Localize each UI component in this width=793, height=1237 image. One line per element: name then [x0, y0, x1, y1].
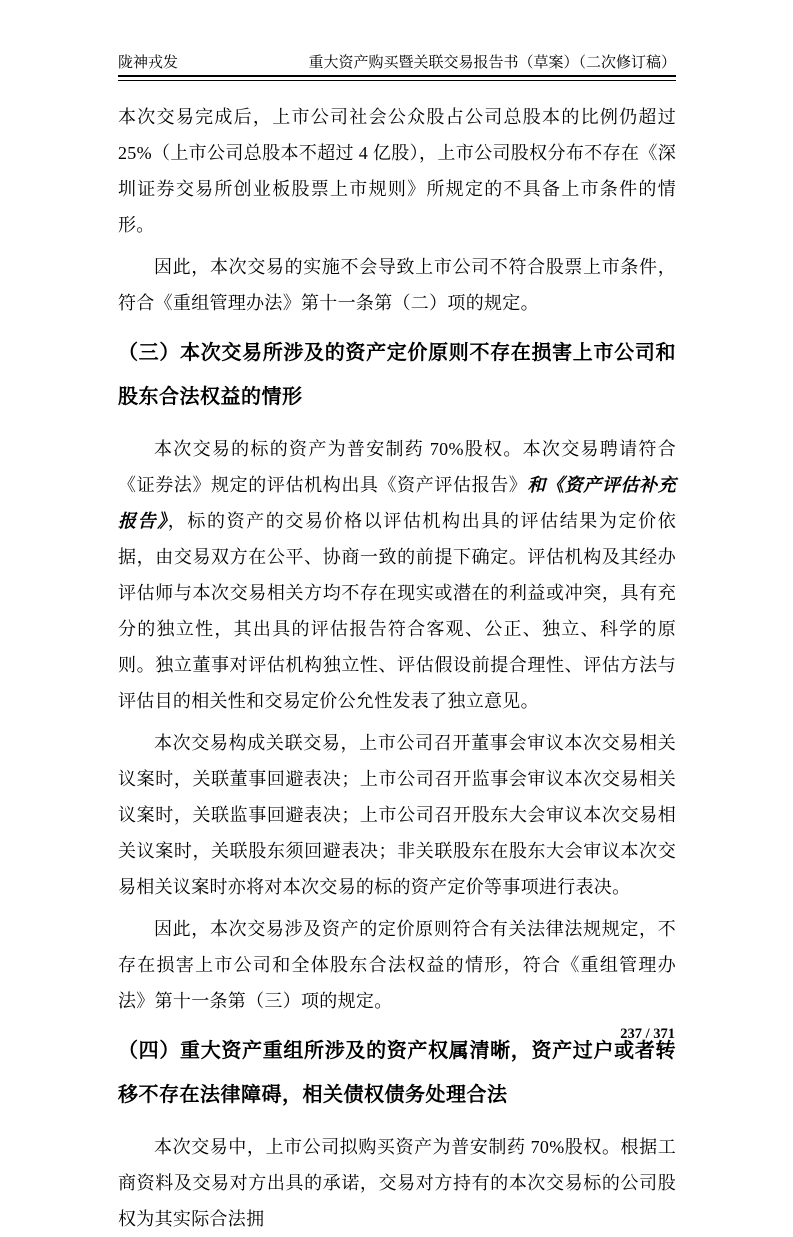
text-segment: （三）本次交易所涉及的资产定价原则不存在损害上市公司和股东合法权益的情形	[118, 342, 676, 408]
section-heading	[118, 331, 676, 419]
paragraph	[118, 1129, 676, 1237]
header-right-title: 重大资产购买暨关联交易报告书（草案）（二次修订稿）	[308, 55, 676, 71]
text-segment: 本次交易构成关联交易，上市公司召开董事会审议本次交易相关议案时，关联董事回避表决；上市公司召开监事会审议本次交易相关议案时，关联监事回避表决；上市公司召开股东大会审议本次交易相关议案时，关联股东须回避表决；非关联股东在股东大会审议本次交易相关议案时亦将对本次交易的标的资产定价等事项进行表决。	[118, 733, 676, 897]
text-segment: 本次交易的标的资产为普安制药 70%股权。本次交易聘请符合《证券法》规定的评估机构出具《资产评估报告》	[118, 439, 676, 495]
text-segment: ，标的资产的交易价格以评估机构出具的评估结果为定价依据，由交易双方在公平、协商一致的前提下确定。评估机构及其经办评估师与本次交易相关方均不存在现实或潜在的利益或冲突，具有充分的独立性，其出具的评估报告符合客观、公正、独立、科学的原则。独立董事对评估机构独立性、评估假设前提合理性、评估方法与评估目的相关性和交易定价公允性发表了独立意见。	[118, 511, 676, 711]
header-divider	[118, 75, 676, 81]
page-number: 237 / 371	[620, 1026, 675, 1042]
paragraph	[118, 99, 676, 243]
text-segment: 本次交易中，上市公司拟购买资产为普安制药 70%股权。根据工商资料及交易对方出具的承诺，交易对方持有的本次交易标的公司股权为其实际合法拥	[118, 1137, 676, 1229]
paragraph	[118, 431, 676, 719]
section-heading	[118, 1029, 676, 1117]
paragraph	[118, 725, 676, 905]
text-segment: 因此，本次交易涉及资产的定价原则符合有关法律法规规定，不存在损害上市公司和全体股东合法权益的情形，符合《重组管理办法》第十一条第（三）项的规定。	[118, 919, 676, 1011]
paragraph	[118, 911, 676, 1019]
emphasized-text: 和《资产评估补充报告》	[118, 475, 676, 531]
text-segment: 本次交易完成后，上市公司社会公众股占公司总股本的比例仍超过 25%（上市公司总股本不超过 4 亿股），上市公司股权分布不存在《深圳证券交易所创业板股票上市规则》所规定的不具备上市条件的情形。	[118, 107, 676, 235]
header-left-title: 陇神戎发	[118, 55, 179, 71]
page-header	[118, 53, 676, 73]
document-body	[118, 99, 676, 1237]
text-segment: （四）重大资产重组所涉及的资产权属清晰，资产过户或者转移不存在法律障碍，相关债权债务处理合法	[118, 1040, 676, 1106]
paragraph	[118, 249, 676, 321]
text-segment: 因此，本次交易的实施不会导致上市公司不符合股票上市条件，符合《重组管理办法》第十一条第（二）项的规定。	[118, 257, 676, 313]
